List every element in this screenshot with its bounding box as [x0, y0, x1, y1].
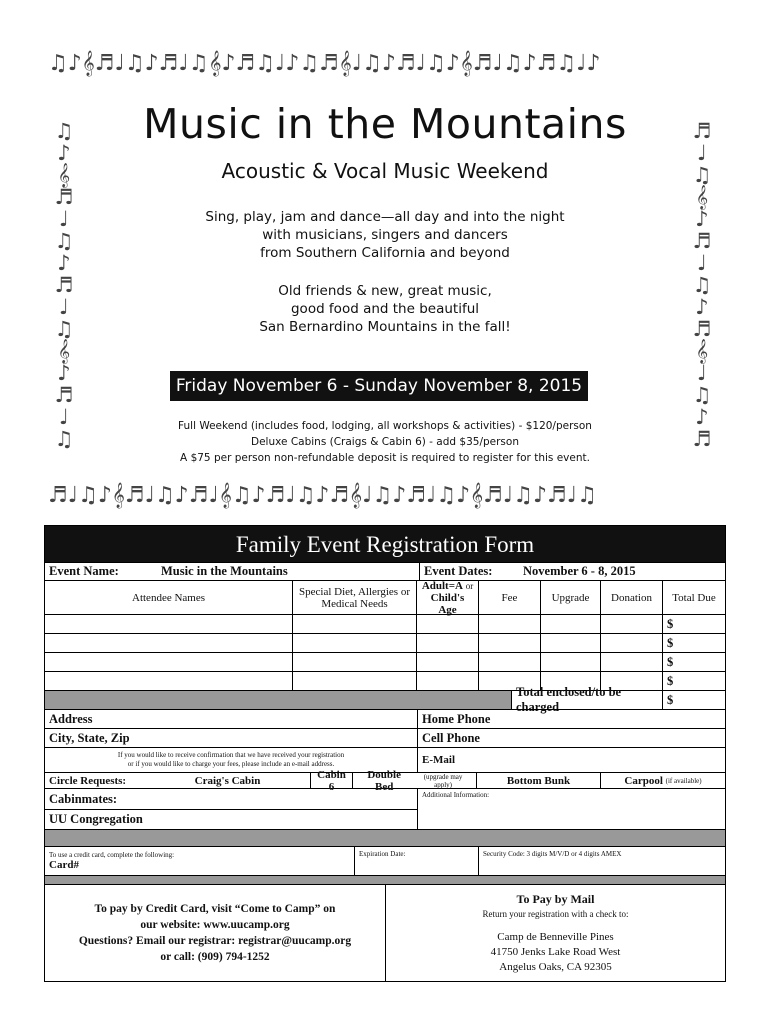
fee-field[interactable]: [478, 615, 540, 633]
attendee-name-field[interactable]: [45, 634, 292, 652]
col-attendee-names: Attendee Names: [132, 591, 205, 604]
circle-requests-label: Circle Requests:: [49, 774, 127, 787]
uu-congregation-field[interactable]: UU Congregation: [45, 809, 417, 829]
upgrade-field[interactable]: [540, 615, 600, 633]
page-title: Music in the Mountains: [143, 100, 627, 148]
total-due-field[interactable]: $: [662, 672, 725, 690]
total-due-field[interactable]: $: [662, 653, 725, 671]
total-enclosed-field[interactable]: $: [662, 691, 725, 709]
col-donation: Donation: [600, 581, 662, 614]
age-field[interactable]: [416, 634, 478, 652]
donation-field[interactable]: [600, 653, 662, 671]
form-title: Family Event Registration Form: [45, 526, 725, 562]
special-diet-field[interactable]: [292, 634, 416, 652]
page-subtitle: Acoustic & Vocal Music Weekend: [221, 159, 549, 183]
option-bottom-bunk[interactable]: Bottom Bunk: [476, 773, 600, 788]
cabinmates-field[interactable]: Cabinmates:: [49, 791, 118, 806]
special-diet-field[interactable]: [292, 672, 416, 690]
col-special-diet: Special Diet, Allergies or Medical Needs: [292, 581, 416, 614]
age-field[interactable]: [416, 653, 478, 671]
additional-info-field[interactable]: Additional Information:: [417, 789, 725, 829]
total-due-field[interactable]: $: [662, 615, 725, 633]
pricing-info: Full Weekend (includes food, lodging, all workshops & activities) - $120/person Deluxe Cabins (Craigs & Cabin 6) - add $35/person A $75 per person non-refundable deposit is required to register for this event.: [178, 420, 592, 464]
attendee-name-field[interactable]: [45, 615, 292, 633]
event-dates-value: November 6 - 8, 2015: [523, 564, 636, 578]
total-enclosed-label: Total enclosed/to be charged: [511, 691, 662, 709]
total-due-field[interactable]: $: [662, 634, 725, 652]
upgrade-field[interactable]: [540, 634, 600, 652]
city-state-zip-field[interactable]: City, State, Zip: [49, 730, 130, 745]
intro-paragraph: Sing, play, jam and dance—all day and into the night with musicians, singers and dancers from Southern California and beyond: [205, 209, 565, 261]
event-dates-label: Event Dates:: [419, 563, 519, 580]
fee-field[interactable]: [478, 634, 540, 652]
col-upgrade: Upgrade: [540, 581, 600, 614]
cell-phone-field[interactable]: Cell Phone: [417, 729, 725, 747]
donation-field[interactable]: [600, 634, 662, 652]
age-field[interactable]: [416, 615, 478, 633]
dates-banner: Friday November 6 - Sunday November 8, 2015: [170, 371, 588, 401]
donation-field[interactable]: [600, 615, 662, 633]
col-fee: Fee: [478, 581, 540, 614]
music-notes-border-bottom-icon: ♬♩♫♪𝄞♬♩♫♪♬♩𝄞♫♪♬♩♫♪♬𝄞♩♫♪♬♩♫♪𝄞♬♩♫♪♬♩♫: [48, 482, 597, 508]
registration-form: [44, 525, 726, 982]
age-field[interactable]: [416, 672, 478, 690]
option-cabin-6[interactable]: Cabin 6: [310, 773, 352, 788]
col-total-due: Total Due: [662, 581, 725, 614]
pay-by-mail-info: To Pay by Mail Return your registration with a check to: Camp de Benneville Pines 41750 Jenks Lake Road West Angelus Oaks, CA 92305: [385, 885, 725, 981]
attendee-name-field[interactable]: [45, 672, 292, 690]
event-name-label: Event Name:: [49, 564, 119, 578]
option-craigs-cabin[interactable]: Craig's Cabin: [194, 774, 261, 787]
confirmation-note: If you would like to receive confirmation that we have received your registration or if you would like to charge your fees, please include an e-mail address.: [117, 751, 345, 768]
expiration-date-field[interactable]: Expiration Date:: [354, 847, 478, 875]
event-name-value: Music in the Mountains: [161, 564, 288, 578]
col-age: Adult=A or Child's Age: [416, 581, 478, 614]
fee-field[interactable]: [478, 653, 540, 671]
highlights-paragraph: Old friends & new, great music, good food and the beautiful San Bernardino Mountains in the fall!: [259, 283, 511, 335]
special-diet-field[interactable]: [292, 653, 416, 671]
attendee-row: [45, 633, 725, 652]
option-double-bed[interactable]: Double Bed (upgrade may apply): [352, 773, 476, 788]
music-notes-border-top-icon: ♫♪𝄞♬♩♫♪♬♩♫𝄞♪♬♫♩♪♫♬𝄞♩♫♪♬♩♫♪𝄞♬♩♫♪♬♫♩♪: [48, 50, 601, 76]
email-field[interactable]: E-Mail: [417, 748, 725, 772]
music-notes-border-left-icon: ♫ ♪ 𝄞 ♬ ♩ ♫ ♪ ♬ ♩ ♫ 𝄞 ♪ ♬ ♩ ♫: [54, 120, 74, 450]
attendee-row: [45, 614, 725, 633]
attendee-row: [45, 652, 725, 671]
card-number-field[interactable]: To use a credit card, complete the following: Card#: [49, 851, 175, 871]
pay-by-credit-card-info: To pay by Credit Card, visit “Come to Camp” on our website: www.uucamp.org Questions? Email our registrar: registrar@uucamp.org or call: (909) 794-1252: [78, 903, 352, 963]
option-carpool[interactable]: Carpool (if available): [600, 773, 725, 788]
home-phone-field[interactable]: Home Phone: [417, 710, 725, 728]
attendee-name-field[interactable]: [45, 653, 292, 671]
music-notes-border-right-icon: ♬ ♩ ♫ 𝄞 ♪ ♬ ♩ ♫ ♪ ♬ 𝄞 ♩ ♫ ♪ ♬: [692, 120, 712, 450]
special-diet-field[interactable]: [292, 615, 416, 633]
address-field[interactable]: Address: [49, 711, 93, 726]
upgrade-field[interactable]: [540, 653, 600, 671]
security-code-field[interactable]: Security Code: 3 digits M/V/D or 4 digits AMEX: [478, 847, 725, 875]
